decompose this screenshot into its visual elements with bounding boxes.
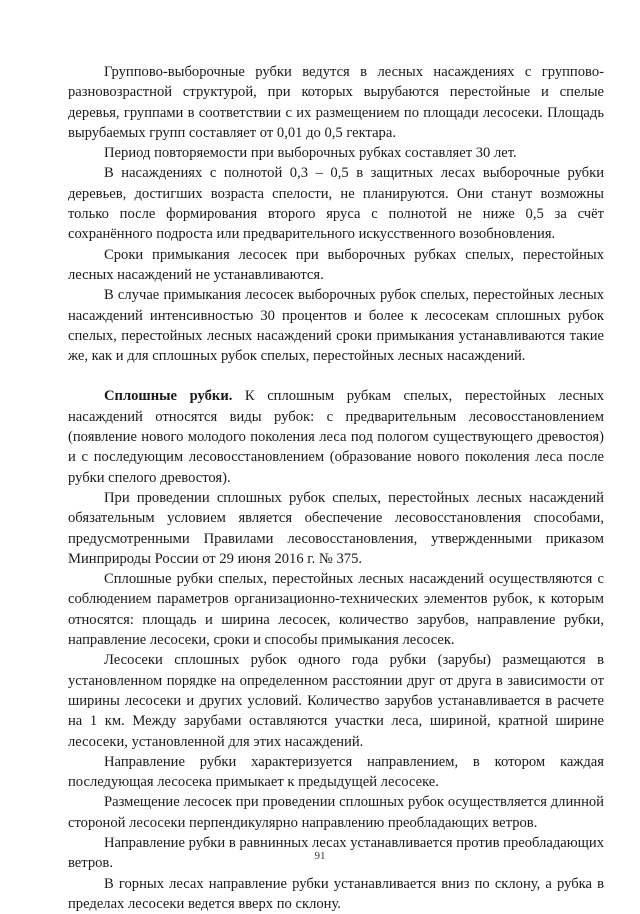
paragraph-wind-orientation: Размещение лесосек при проведении сплошных рубок осуществляется длинной стороной лесосеки перпендикулярно направлению преобладающих ветров. <box>68 794 604 831</box>
section-intro-text: К сплошным рубкам спелых, перестойных лесных насаждений относятся виды рубок: с предварительным лесовосстановлением (появление нового молодого поколения леса под пологом существующего древостоя) и с последующим лесовосстановлением (образование нового поколения леса после рубки спелого древостоя). <box>68 388 604 486</box>
section-heading: Сплошные рубки. <box>104 388 233 405</box>
paragraph-adjacency-case: В случае примыкания лесосек выборочных рубок спелых, перестойных лесных насаждений интенсивностью 30 процентов и более к лесосекам сплошных рубок спелых, перестойных лесных насаждений сроки примыкания устанавливаются такие же, как и для сплошных рубок спелых, перестойных лесных насаждений. <box>68 287 604 365</box>
paragraph-plain-forests: Направление рубки в равнинных лесах устанавливается против преобладающих ветров. <box>68 834 604 872</box>
page-number: 91 <box>314 850 326 862</box>
paragraph-mountain-forests: В горных лесах направление рубки устанавливается вниз по склону, а рубка в пределах лесосеки ведется вверх по склону. <box>68 875 604 912</box>
paragraph-clear-felling-intro <box>68 386 604 487</box>
paragraph-stand-density: В насаждениях с полнотой 0,3 – 0,5 в защитных лесах выборочные рубки деревьев, достигших возраста спелости, не планируются. Они станут возможны только после формирования второго яруса с полнотой не ниже 0,5 за счёт сохранённого подроста или предварительного искусственного возобновления. <box>68 165 604 243</box>
paragraph-cutting-area-placement: Лесосеки сплошных рубок одного года рубки (зарубы) размещаются в установленном порядке на определенном расстоянии друг от друга в зависимости от ширины лесосеки и других условий. Количество зарубов устанавливается в расчете на 1 км. Между зарубами оставляются участки леса, шириной, кратной ширине лесосеки, установленной для этих насаждений. <box>68 652 604 750</box>
paragraph-reforestation-requirement: При проведении сплошных рубок спелых, перестойных лесных насаждений обязательным условием является обеспечение лесовосстановления способами, предусмотренными Правилами лесовосстановления, утвержденными приказом Минприроды России от 29 июня 2016 г. № 375. <box>68 489 604 567</box>
paragraph-repetition-period: Период повторяемости при выборочных рубках составляет 30 лет. <box>104 145 517 162</box>
document-page <box>68 62 604 914</box>
paragraph-adjacency-terms: Сроки примыкания лесосек при выборочных рубках спелых, перестойных лесных насаждений не устанавливаются. <box>68 246 604 283</box>
paragraph-technical-parameters: Сплошные рубки спелых, перестойных лесных насаждений осуществляются с соблюдением параметров организационно-технических элементов рубок, к которым относятся: площадь и ширина лесосек, количество зарубов, направление рубки, направление лесосеки, сроки и способы примыкания лесосек. <box>68 571 604 649</box>
section-gap <box>68 366 604 386</box>
paragraph-group-selective-felling: Группово-выборочные рубки ведутся в лесных насаждениях с группово-разновозрастной структурой, при которых вырубаются перестойные и спелые деревья, группами в соответствии с их размещением по площади лесосеки. Площадь вырубаемых групп составляет от 0,01 до 0,5 гектара. <box>68 64 604 141</box>
paragraph-felling-direction: Направление рубки характеризуется направлением, в котором каждая последующая лесосека примыкает к предыдущей лесосеке. <box>68 753 604 791</box>
